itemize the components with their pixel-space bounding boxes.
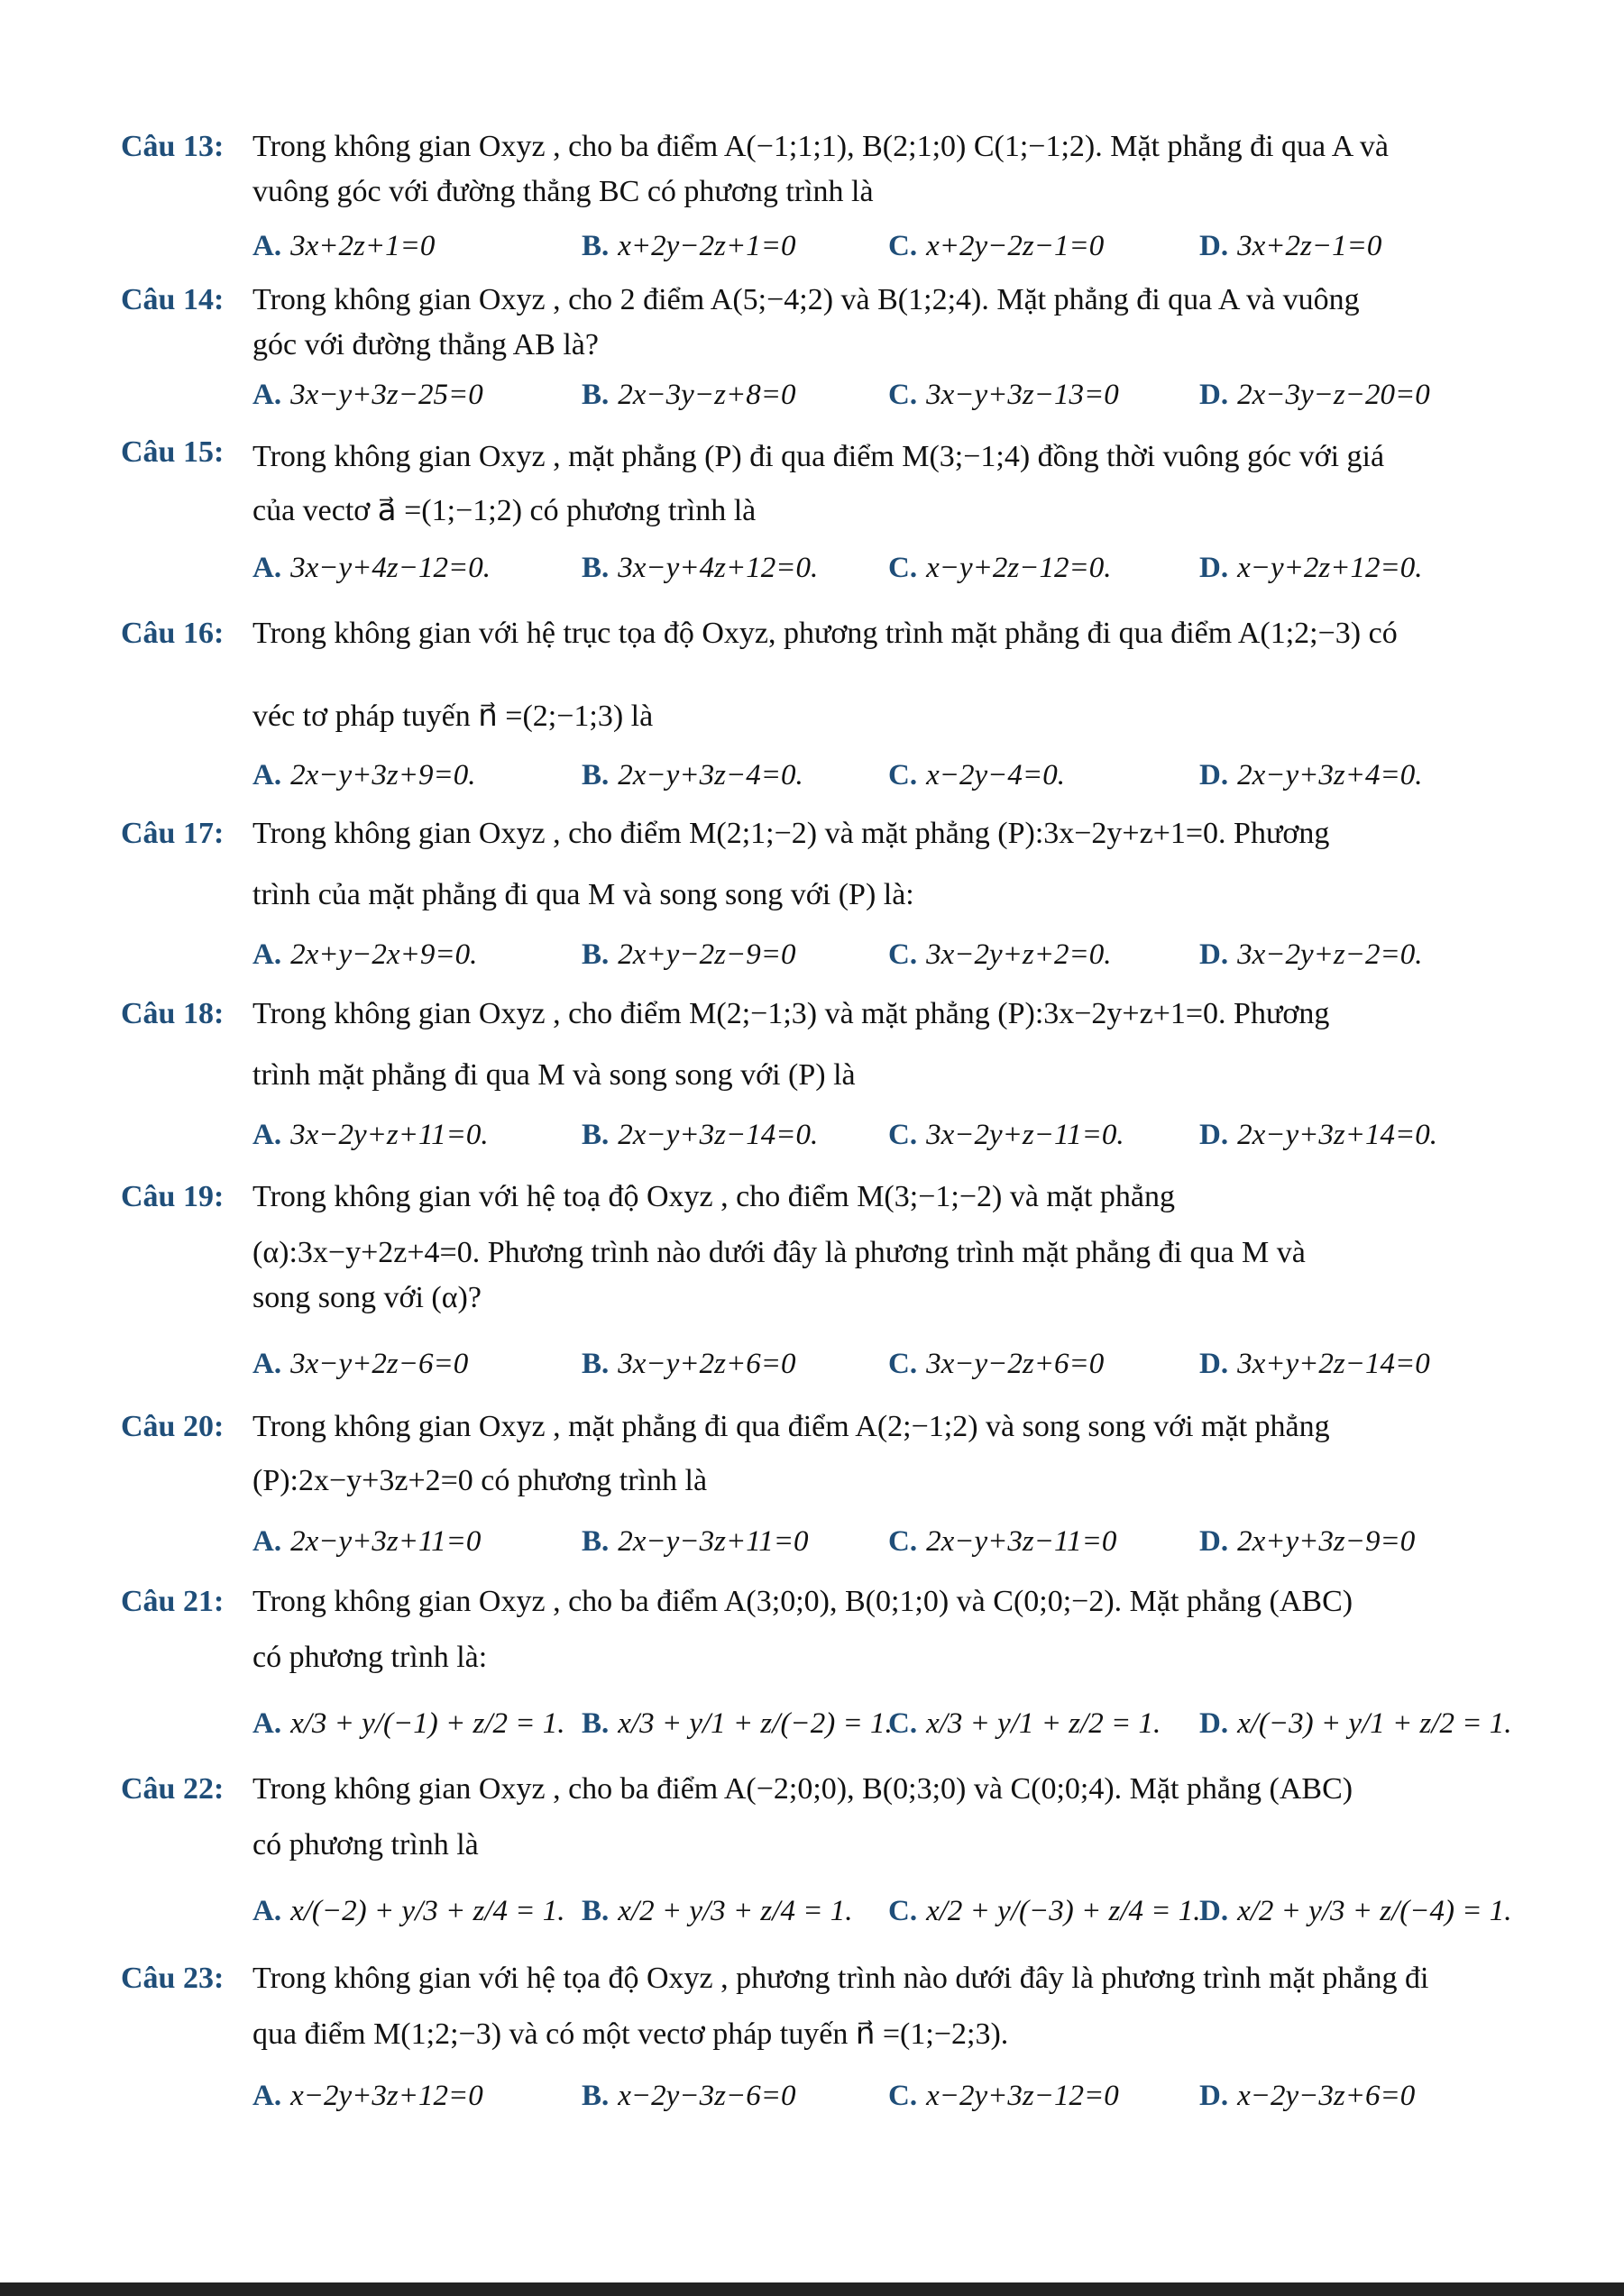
option-d: D. 2x−3y−z−20=0: [1199, 379, 1430, 411]
option-b: B. 3x−y+4z+12=0.: [582, 552, 819, 584]
question-line: Trong không gian Oxyz , cho ba điểm A(−2;0;0), B(0;3;0) và C(0;0;4). Mặt phẳng (ABC): [252, 1772, 1353, 1806]
question-line: Trong không gian Oxyz , cho ba điểm A(3;0;0), B(0;1;0) và C(0;0;−2). Mặt phẳng (ABC): [252, 1585, 1353, 1618]
question-number: Câu 22:: [121, 1772, 225, 1806]
answer-options: [252, 1884, 1515, 1938]
question-text: [252, 1404, 1506, 1504]
question-line: (α):3x−y+2z+4=0. Phương trình nào dưới đây là phương trình mặt phẳng đi qua M và: [252, 1236, 1306, 1269]
option-a: A. 3x−y+3z−25=0: [252, 379, 483, 411]
option-a: A. 3x−2y+z+11=0.: [252, 1119, 489, 1151]
option-b: B. 2x−y+3z−14=0.: [582, 1119, 819, 1151]
question-line: Trong không gian Oxyz , cho điểm M(2;−1;3) và mặt phẳng (P):3x−2y+z+1=0. Phương: [252, 997, 1330, 1030]
question-number: Câu 15:: [121, 435, 225, 469]
question-number: Câu 18:: [121, 997, 225, 1030]
option-c: C. 2x−y+3z−11=0: [888, 1525, 1117, 1558]
option-a: A. x/3 + y/(−1) + z/2 = 1.: [252, 1707, 565, 1740]
option-d: D. 2x−y+3z+14=0.: [1199, 1119, 1438, 1151]
question-text: [252, 124, 1506, 215]
answer-options: [252, 1112, 1515, 1157]
option-b: B. 2x−3y−z+8=0: [582, 379, 796, 411]
option-b: B. x−2y−3z−6=0: [582, 2080, 796, 2112]
option-a: A. x−2y+3z+12=0: [252, 2080, 483, 2112]
question-line: (P):2x−y+3z+2=0 có phương trình là: [252, 1464, 708, 1497]
question-line: trình mặt phẳng đi qua M và song song với (P) là: [252, 1058, 856, 1092]
question-number: Câu 16:: [121, 617, 225, 650]
question-number: Câu 20:: [121, 1410, 225, 1443]
option-c: C. x−2y+3z−12=0: [888, 2080, 1119, 2112]
answer-options: [252, 545, 1515, 590]
option-b: B. 2x+y−2z−9=0: [582, 938, 796, 971]
question-line: Trong không gian với hệ toạ độ Oxyz , cho điểm M(3;−1;−2) và mặt phẳng: [252, 1180, 1175, 1213]
question-line: Trong không gian Oxyz , cho ba điểm A(−1;1;1), B(2;1;0) C(1;−1;2). Mặt phẳng đi qua A và: [252, 130, 1390, 163]
option-d: D. 3x−2y+z−2=0.: [1199, 938, 1423, 971]
option-a: A. 2x−y+3z+11=0: [252, 1525, 482, 1558]
question-line: Trong không gian Oxyz , mặt phẳng (P) đi qua điểm M(3;−1;4) đồng thời vuông góc với giá: [252, 440, 1385, 473]
question-text: [252, 992, 1506, 1098]
option-b: B. x/3 + y/1 + z/(−2) = 1.: [582, 1707, 893, 1740]
question-text: [252, 1767, 1506, 1868]
option-a: A. 3x−y+4z−12=0.: [252, 552, 491, 584]
option-c: C. 3x−2y+z+2=0.: [888, 938, 1112, 971]
question-line: có phương trình là:: [252, 1641, 488, 1674]
question-line: Trong không gian Oxyz , cho điểm M(2;1;−2) và mặt phẳng (P):3x−2y+z+1=0. Phương: [252, 817, 1330, 850]
option-a: A. 2x−y+3z+9=0.: [252, 759, 476, 791]
option-b: B. 2x−y+3z−4=0.: [582, 759, 803, 791]
option-c: C. x−y+2z−12=0.: [888, 552, 1112, 584]
question-line: Trong không gian Oxyz , cho 2 điểm A(5;−4;2) và B(1;2;4). Mặt phẳng đi qua A và vuông: [252, 283, 1360, 316]
option-d: D. 2x−y+3z+4=0.: [1199, 759, 1423, 791]
question-line: qua điểm M(1;2;−3) và có một vectơ pháp tuyến n⃗ =(1;−2;3).: [252, 2017, 1009, 2051]
question-number: Câu 13:: [121, 130, 225, 163]
question-line: song song với (α)?: [252, 1281, 482, 1314]
page-bottom-edge: [0, 2282, 1624, 2296]
question-number: Câu 14:: [121, 283, 225, 316]
answer-options: [252, 932, 1515, 977]
option-d: D. 3x+2z−1=0: [1199, 230, 1382, 262]
option-b: B. 2x−y−3z+11=0: [582, 1525, 809, 1558]
answer-options: [252, 1697, 1515, 1751]
question-line: Trong không gian Oxyz , mặt phẳng đi qua điểm A(2;−1;2) và song song với mặt phẳng: [252, 1410, 1330, 1443]
option-b: B. x/2 + y/3 + z/4 = 1.: [582, 1895, 853, 1927]
question-line: có phương trình là: [252, 1828, 479, 1861]
answer-options: [252, 372, 1515, 417]
question-number: Câu 21:: [121, 1585, 225, 1618]
question-line: véc tơ pháp tuyến n⃗ =(2;−1;3) là: [252, 700, 654, 733]
answer-options: [252, 2073, 1515, 2118]
question-text: [252, 811, 1506, 918]
option-b: B. 3x−y+2z+6=0: [582, 1348, 796, 1380]
option-c: C. 3x−y+3z−13=0: [888, 379, 1119, 411]
option-d: D. x−y+2z+12=0.: [1199, 552, 1423, 584]
question-number: Câu 23:: [121, 1962, 225, 1995]
question-text: [252, 278, 1506, 368]
question-line: Trong không gian với hệ trục tọa độ Oxyz, phương trình mặt phẳng đi qua điểm A(1;2;−3) có: [252, 617, 1398, 650]
option-d: D. x/2 + y/3 + z/(−4) = 1.: [1199, 1895, 1512, 1927]
question-text: [252, 1579, 1506, 1680]
question-line: vuông góc với đường thẳng BC có phương trình là: [252, 175, 874, 208]
question-text: [252, 611, 1506, 739]
option-c: C. 3x−y−2z+6=0: [888, 1348, 1105, 1380]
answer-options: [252, 1519, 1515, 1564]
question-line: Trong không gian với hệ tọa độ Oxyz , phương trình nào dưới đây là phương trình mặt phẳng đi: [252, 1962, 1429, 1995]
option-a: A. 2x+y−2x+9=0.: [252, 938, 478, 971]
option-d: D. 2x+y+3z−9=0: [1199, 1525, 1416, 1558]
option-d: D. 3x+y+2z−14=0: [1199, 1348, 1430, 1380]
option-c: C. x/3 + y/1 + z/2 = 1.: [888, 1707, 1161, 1740]
option-a: A. 3x+2z+1=0: [252, 230, 436, 262]
question-text: [252, 430, 1506, 538]
option-c: C. x−2y−4=0.: [888, 759, 1065, 791]
question-text: [252, 1956, 1506, 2057]
answer-options: [252, 1341, 1515, 1386]
question-text: [252, 1175, 1506, 1321]
option-a: A. 3x−y+2z−6=0: [252, 1348, 469, 1380]
option-c: C. 3x−2y+z−11=0.: [888, 1119, 1124, 1151]
option-c: C. x+2y−2z−1=0: [888, 230, 1105, 262]
question-number: Câu 17:: [121, 817, 225, 850]
question-number: Câu 19:: [121, 1180, 225, 1213]
option-a: A. x/(−2) + y/3 + z/4 = 1.: [252, 1895, 565, 1927]
option-c: C. x/2 + y/(−3) + z/4 = 1.: [888, 1895, 1201, 1927]
question-line: góc với đường thẳng AB là?: [252, 328, 599, 361]
question-line: trình của mặt phẳng đi qua M và song song với (P) là:: [252, 878, 914, 911]
option-d: D. x−2y−3z+6=0: [1199, 2080, 1416, 2112]
answer-options: [252, 224, 1515, 269]
question-line: của vectơ a⃗ =(1;−1;2) có phương trình là: [252, 494, 757, 527]
option-d: D. x/(−3) + y/1 + z/2 = 1.: [1199, 1707, 1512, 1740]
option-b: B. x+2y−2z+1=0: [582, 230, 796, 262]
answer-options: [252, 753, 1515, 798]
